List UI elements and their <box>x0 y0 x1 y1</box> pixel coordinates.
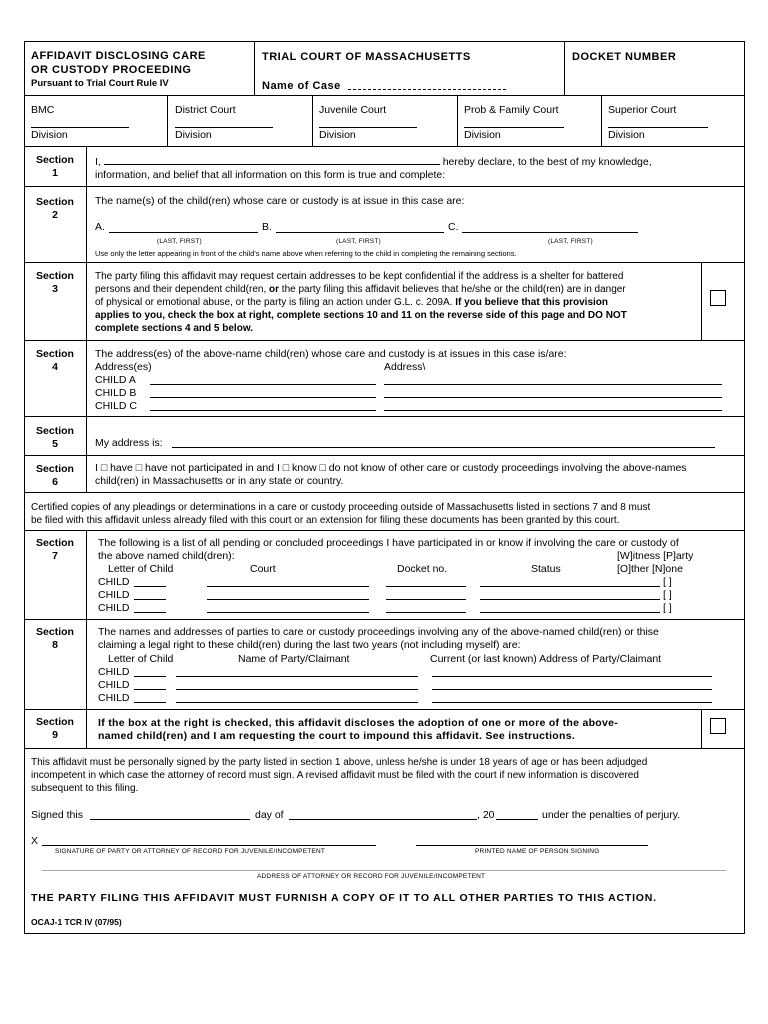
s7-row2-docket[interactable] <box>386 590 466 600</box>
signature-x: X <box>31 835 39 847</box>
section-7-label: Section 7 <box>36 537 74 562</box>
form-subtitle: Pursuant to Trial Court Rule IV <box>31 78 169 89</box>
section-3-text: The party filing this affidavit may request certain addresses to be kept confidential if the address is a shelter for battered persons and their dependent child(ren, or the party filing this affidavit believes that he/she or the child(ren) are in danger of physical or emotional abuse, or the party is filing an action under G.L. c. 209A. If you believe that this provision applies to you, check the box at right, complete sections 10 and 11 on the reverse side of this page and DO NOT complete sections 4 and 5 below. <box>95 271 627 334</box>
s7-row3-bracket[interactable]: [ ] <box>663 602 672 614</box>
section-5-label: Section 5 <box>36 425 74 450</box>
child-a-address-field[interactable] <box>150 374 376 385</box>
penalties-label: under the penalties of perjury. <box>542 809 681 821</box>
court-probate[interactable]: Prob & Family Court <box>464 104 559 116</box>
s8-row1-child: CHILD <box>98 666 130 678</box>
s8-row1-address[interactable] <box>432 667 712 677</box>
court-title: TRIAL COURT OF MASSACHUSETTS <box>262 51 471 63</box>
section-2-intro: The name(s) of the child(ren) whose care or custody is at issue in this case are: <box>95 195 465 207</box>
court-bmc[interactable]: BMC <box>31 104 55 116</box>
court-district-division: Division <box>175 129 212 141</box>
form-title-line1: AFFIDAVIT DISCLOSING CARE <box>31 50 206 62</box>
court-juvenile[interactable]: Juvenile Court <box>319 104 387 116</box>
s7-row1-letter[interactable] <box>134 577 166 587</box>
section-7-intro-2: the above named child(dren): <box>98 550 235 562</box>
s8-row1-letter[interactable] <box>134 667 166 677</box>
child-a-name-field[interactable] <box>109 222 258 233</box>
section-8-intro: The names and addresses of parties to care or custody proceedings involving any of the above-named child(ren) or thise <box>98 626 659 638</box>
s8-row1-name[interactable] <box>176 667 418 677</box>
child-c-address-label: CHILD C <box>95 400 138 412</box>
name-of-case-field[interactable] <box>348 80 506 90</box>
child-c-name-field[interactable] <box>462 222 638 233</box>
court-superior[interactable]: Superior Court <box>608 104 677 116</box>
child-b-caption: (LAST, FIRST) <box>336 238 381 245</box>
s7-row2-bracket[interactable]: [ ] <box>663 589 672 601</box>
signed-month-field[interactable] <box>289 810 477 820</box>
child-a-letter: A. <box>95 221 105 233</box>
court-probate-division: Division <box>464 129 501 141</box>
signed-day-field[interactable] <box>90 810 250 820</box>
section-8-intro-2: claiming a legal right to these child(ren) during the last two years (not including myself) are: <box>98 639 521 651</box>
section-4-intro: The address(es) of the above-name child(ren) whose care and custody is at issues in this case is/are: <box>95 348 567 360</box>
child-c-caption: (LAST, FIRST) <box>548 238 593 245</box>
section-8-label: Section 8 <box>36 626 74 651</box>
child-b-name-field[interactable] <box>276 222 444 233</box>
s8-row3-address[interactable] <box>432 693 712 703</box>
child-c-letter: C. <box>448 221 459 233</box>
court-bmc-division: Division <box>31 129 68 141</box>
furnish-copy-notice: THE PARTY FILING THIS AFFIDAVIT MUST FURNISH A COPY OF IT TO ALL OTHER PARTIES TO THIS ACTION. <box>31 892 657 904</box>
s7-row2-status[interactable] <box>480 590 660 600</box>
s7-row3-letter[interactable] <box>134 603 166 613</box>
child-c-address-field[interactable] <box>150 400 376 411</box>
printed-name-field[interactable] <box>416 836 648 846</box>
signed-this-label: Signed this <box>31 809 83 821</box>
court-district[interactable]: District Court <box>175 104 236 116</box>
s7-other-none-header: [O]ther [N]one <box>617 563 683 575</box>
s7-row1-bracket[interactable]: [ ] <box>663 576 672 588</box>
court-juvenile-division: Division <box>319 129 356 141</box>
section-2-label: Section 2 <box>36 196 74 221</box>
section-7-intro: The following is a list of all pending or concluded proceedings I have participated in or know if involving the care or custody of <box>98 537 679 549</box>
section-6-label: Section 6 <box>36 463 74 488</box>
s8-row3-child: CHILD <box>98 692 130 704</box>
section-2-note: Use only the letter appearing in front of the child's name above when referring to the child in completing the remaining sections. <box>95 249 517 258</box>
signature-caption: SIGNATURE OF PARTY OR ATTORNEY OF RECORD FOR JUVENILE/INCOMPETENT <box>55 848 326 855</box>
s8-row2-name[interactable] <box>176 680 418 690</box>
s7-row2-court[interactable] <box>207 590 369 600</box>
s7-row3-child: CHILD <box>98 602 130 614</box>
my-address-field[interactable] <box>172 437 715 448</box>
form-identifier: OCAJ-1 TCR IV (07/95) <box>31 917 122 927</box>
child-a-address-label: CHILD A <box>95 374 136 386</box>
s8-row3-name[interactable] <box>176 693 418 703</box>
s7-court-header: Court <box>250 563 276 575</box>
s8-row3-letter[interactable] <box>134 693 166 703</box>
s8-name-header: Name of Party/Claimant <box>238 653 350 665</box>
docket-number-label: DOCKET NUMBER <box>572 51 677 63</box>
s7-status-header: Status <box>531 563 561 575</box>
witness-party-header: [W]itness [P]arty <box>617 550 694 562</box>
child-b-address-label: CHILD B <box>95 387 137 399</box>
s7-row3-court[interactable] <box>207 603 369 613</box>
s8-address-header: Current (or last known) Address of Party/Claimant <box>430 653 662 665</box>
s7-letter-header: Letter of Child <box>108 563 174 575</box>
s7-docket-header: Docket no. <box>397 563 448 575</box>
s7-row2-letter[interactable] <box>134 590 166 600</box>
day-of-label: day of <box>255 809 284 821</box>
docket-number-field[interactable] <box>572 70 732 92</box>
child-b-address-field[interactable] <box>150 387 376 398</box>
s7-row1-docket[interactable] <box>386 577 466 587</box>
section-1-label: Section 1 <box>36 154 74 179</box>
s7-row1-status[interactable] <box>480 577 660 587</box>
court-superior-division: Division <box>608 129 645 141</box>
s7-row2-child: CHILD <box>98 589 130 601</box>
address-col2-header: Address\ <box>384 361 426 373</box>
declarant-name-field[interactable] <box>104 155 440 165</box>
signed-year-field[interactable] <box>496 810 538 820</box>
name-of-case-label: Name of Case <box>262 80 341 92</box>
impound-checkbox[interactable] <box>710 718 726 734</box>
child-b-address-field-2[interactable] <box>384 387 722 398</box>
my-address-label: My address is: <box>95 437 163 449</box>
s7-row3-docket[interactable] <box>386 603 466 613</box>
s7-row1-court[interactable] <box>207 577 369 587</box>
s8-letter-header: Letter of Child <box>108 653 174 665</box>
year-prefix: , 20 <box>477 809 495 821</box>
child-c-address-field-2[interactable] <box>384 400 722 411</box>
s8-row2-child: CHILD <box>98 679 130 691</box>
certified-copies-notice: Certified copies of any pleadings or determinations in a care or custody proceeding outside of Massachusetts listed in sections 7 and 8 must be filed with this affidavit unless already filed with this court or an extension for filing these documents has been granted by this court. <box>31 502 651 526</box>
address-caption: ADDRESS OF ATTORNEY OR RECORD FOR JUVENILE/INCOMPETENT <box>257 873 486 880</box>
section-3-label: Section 3 <box>36 270 74 295</box>
address-col1-header: Address(es) <box>95 361 152 373</box>
signature-field[interactable] <box>42 836 376 846</box>
s8-row2-address[interactable] <box>432 680 712 690</box>
child-b-letter: B. <box>262 221 272 233</box>
attorney-address-field[interactable] <box>42 862 726 871</box>
signing-instructions: This affidavit must be personally signed by the party listed in section 1 above, unless he/she is under 18 years of age or has been adjudged incompetent in which case the attorney of record must sign. A revised affidavit must be filed with the court if new information is discovered subsequent to this filing. <box>31 757 648 794</box>
section-9-label: Section 9 <box>36 716 74 741</box>
form-title-line2: OR CUSTODY PROCEEDING <box>31 64 192 76</box>
section-6-text: I □ have □ have not participated in and I □ know □ do not know of other care or custody proceedings involving the above-names child(ren) in Massachusetts or in any state or country. <box>95 462 687 487</box>
child-a-caption: (LAST, FIRST) <box>157 238 202 245</box>
section-9-text: If the box at the right is checked, this affidavit discloses the adoption of one or more of the above- named child(ren) and I am requesting the court to impound this affidavit. See instructions. <box>98 717 619 742</box>
section-1-text: I, hereby declare, to the best of my knowledge, information, and belief that all information on this form is true and complete: <box>95 156 652 181</box>
child-a-address-field-2[interactable] <box>384 374 722 385</box>
s7-row3-status[interactable] <box>480 603 660 613</box>
confidential-address-checkbox[interactable] <box>710 290 726 306</box>
printed-name-caption: PRINTED NAME OF PERSON SIGNING <box>475 848 600 855</box>
s7-row1-child: CHILD <box>98 576 130 588</box>
section-4-label: Section 4 <box>36 348 74 373</box>
s8-row2-letter[interactable] <box>134 680 166 690</box>
